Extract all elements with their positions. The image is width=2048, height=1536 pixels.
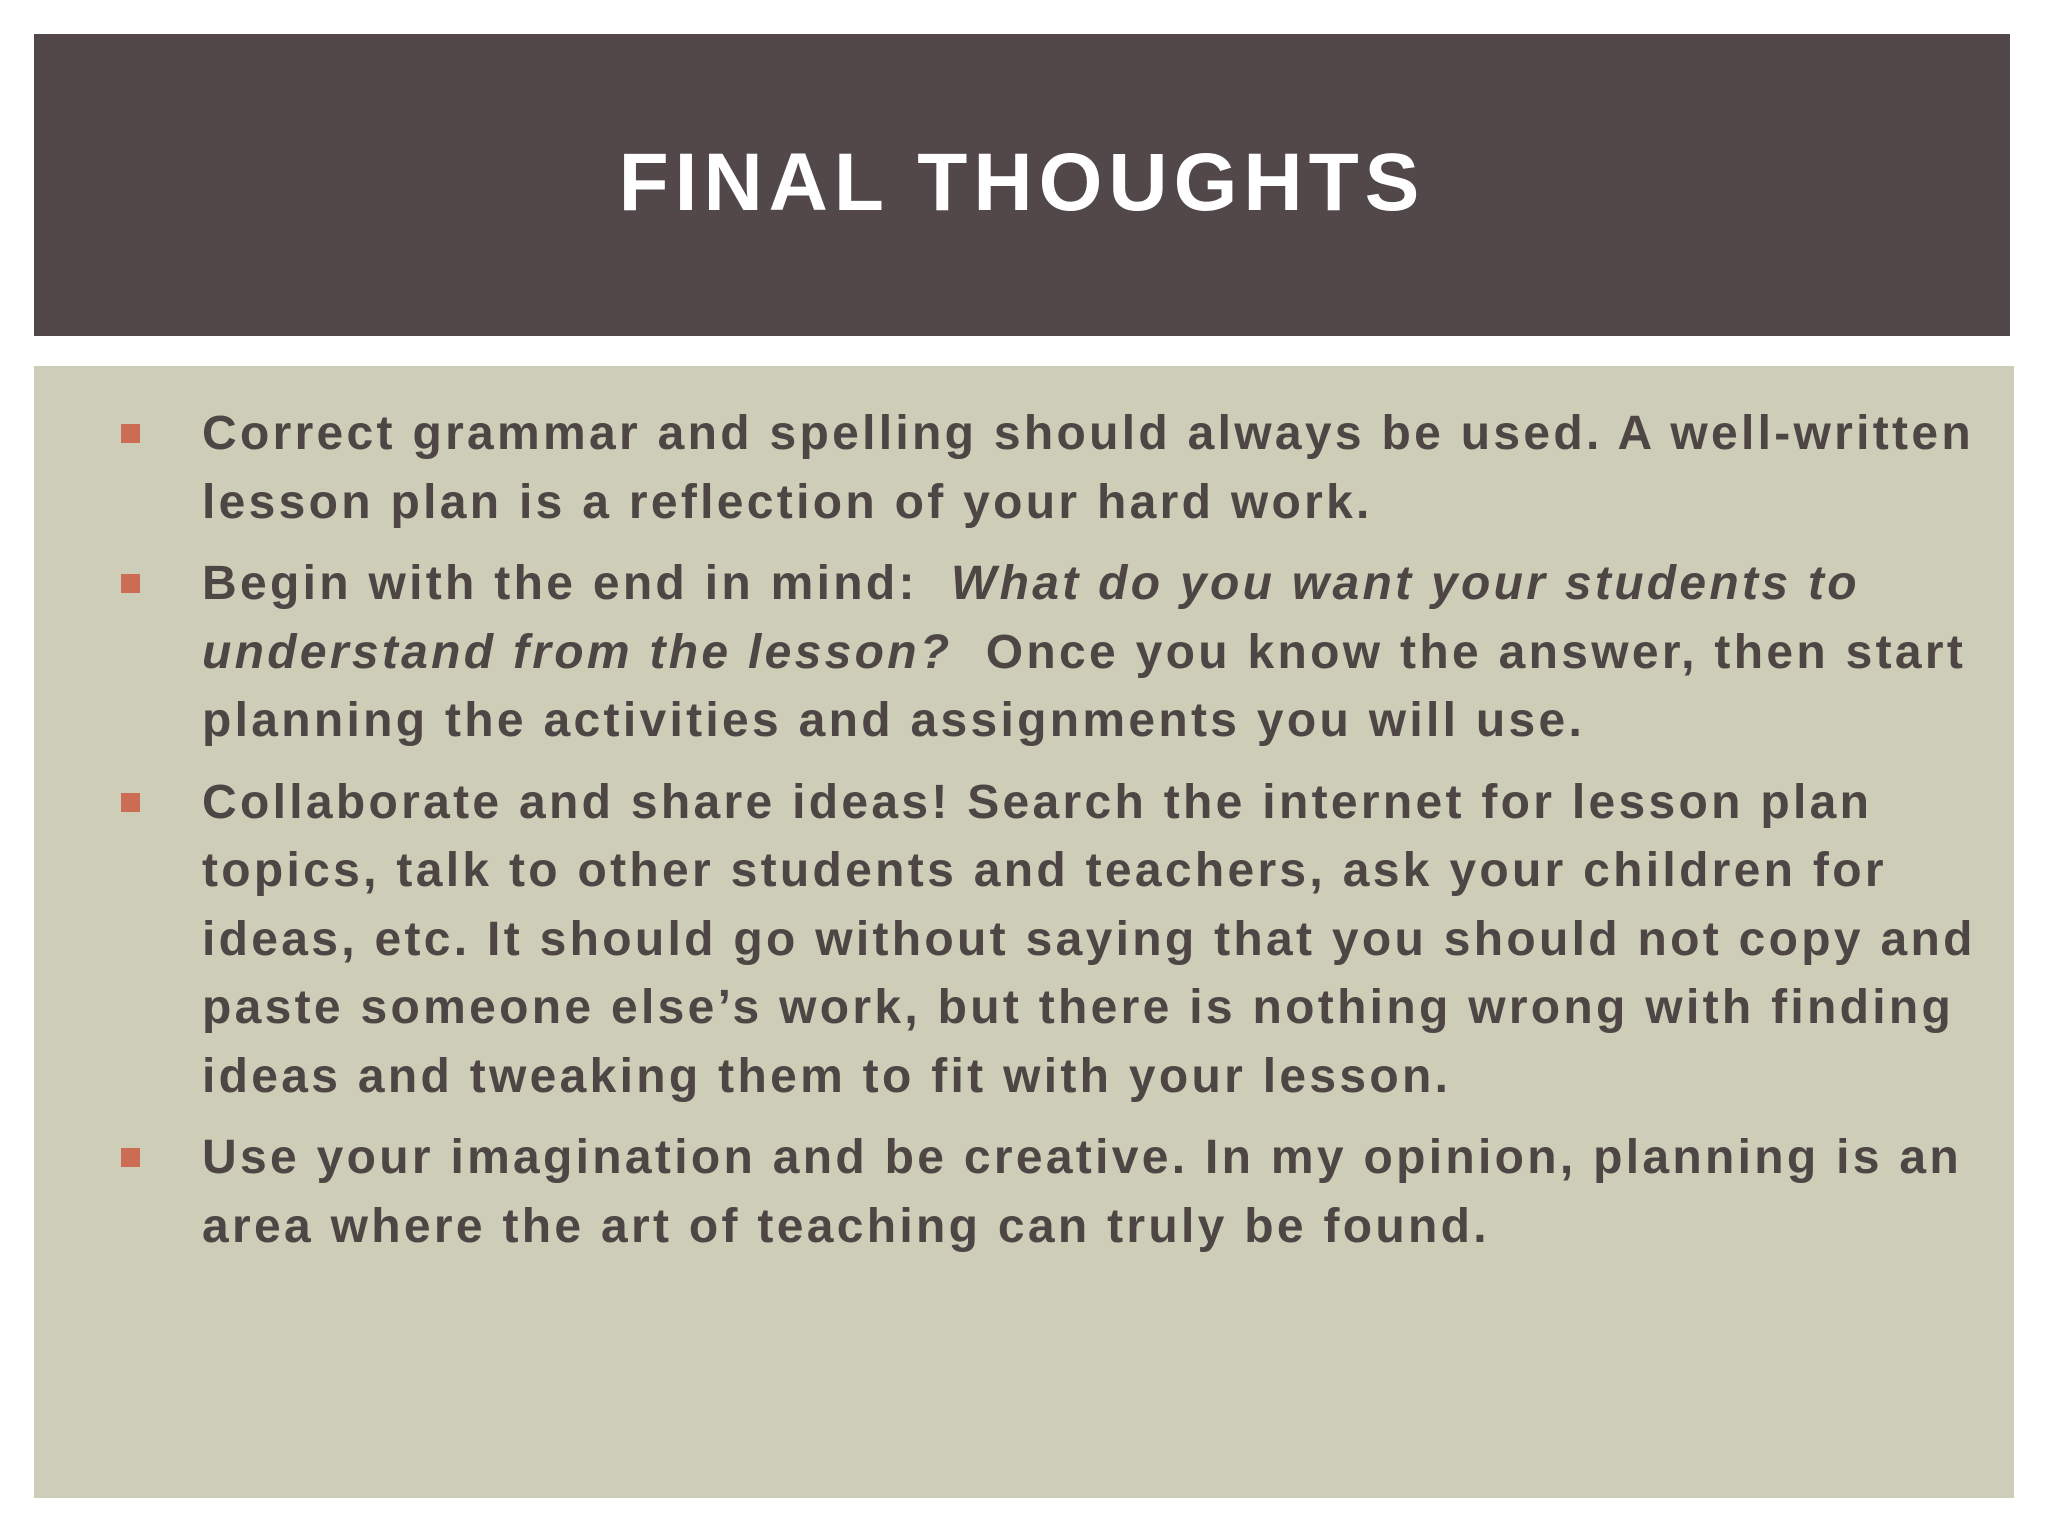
square-bullet-icon (121, 793, 140, 812)
bullet-text: Correct grammar and spelling should always be used. A well-written lesson plan is a reflection of your hard work. (202, 407, 1974, 529)
bullet-list (121, 400, 1991, 1274)
bullet-tail-text: Once you know the answer, then start planning the activities and assignments you will use. (202, 625, 1983, 747)
bullet-text: Collaborate and share ideas! Search the internet for lesson plan topics, talk to other students and teachers, ask your children for ideas, etc. It should go without saying that you should not copy and paste someone else’s work, but there is nothing wrong with finding ideas and tweaking them to fit with your lesson. (202, 775, 1976, 1103)
bullet-text: Use your imagination and be creative. In my opinion, planning is an area where the art of teaching can truly be found. (202, 1131, 1963, 1253)
bullet-item (121, 1124, 1991, 1261)
title-bar (34, 34, 2010, 336)
slide-title: FINAL THOUGHTS (618, 137, 1426, 228)
square-bullet-icon (121, 1148, 140, 1167)
bullet-lead-text: Begin with the end in mind: (202, 557, 951, 610)
bullet-item (121, 550, 1991, 756)
bullet-item (121, 769, 1991, 1112)
content-panel (34, 366, 2014, 1498)
bullet-emphasis-question: What do you want your students to understand from the lesson? (202, 557, 1860, 679)
square-bullet-icon (121, 424, 140, 443)
bullet-item (121, 400, 1991, 537)
square-bullet-icon (121, 574, 140, 593)
